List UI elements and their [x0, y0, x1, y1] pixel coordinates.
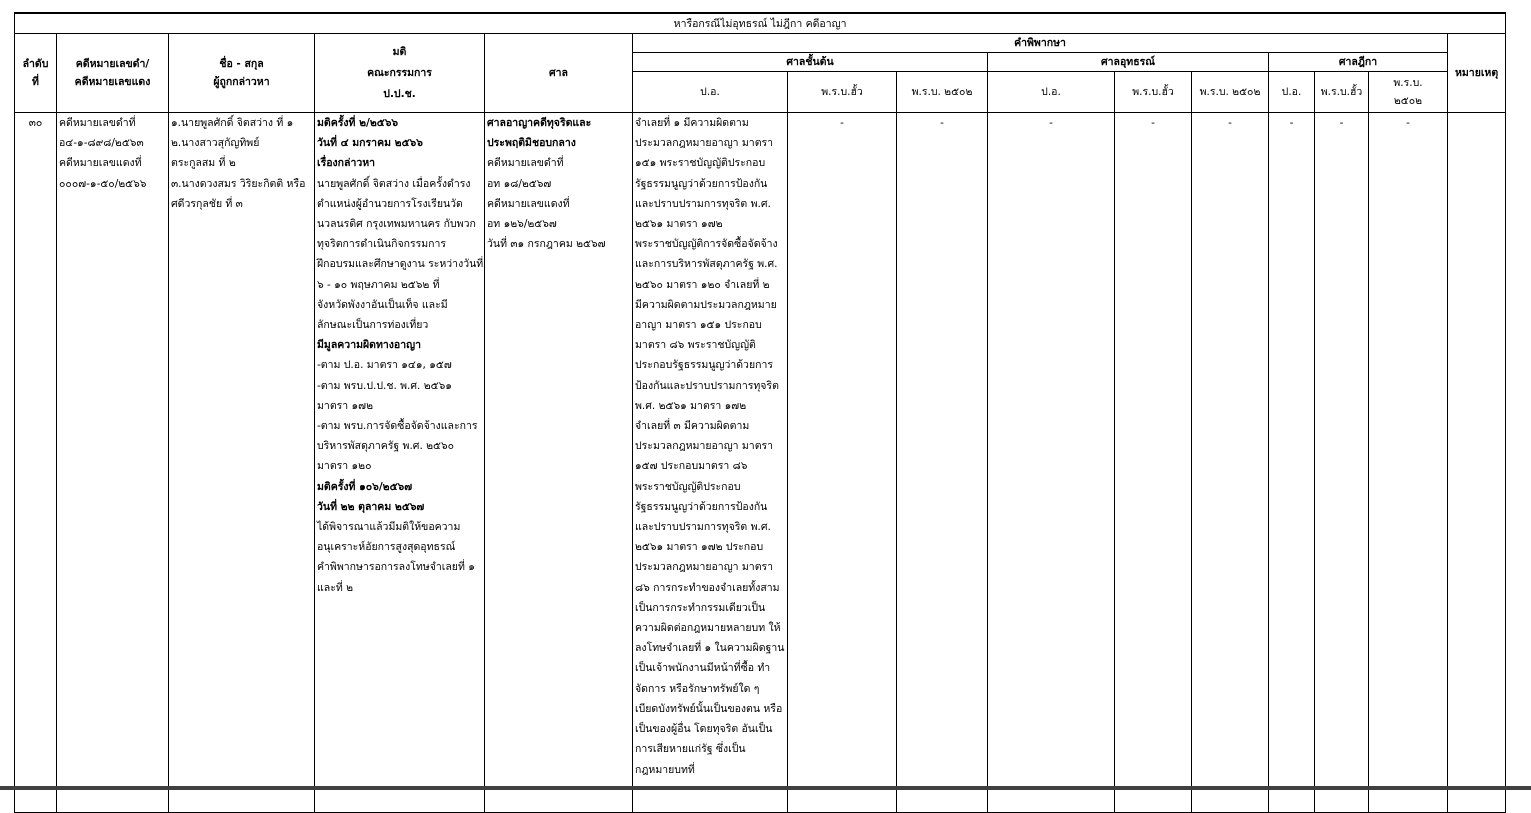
judgment-line: ๒๕๖๑ มาตรา ๑๗๒ — [635, 218, 723, 231]
court-line: วันที่ ๓๑ กรกฎาคม ๒๕๖๗ — [487, 238, 606, 251]
judgment-line: พ.ศ. ๒๕๖๑ มาตรา ๑๗๒ — [635, 399, 747, 412]
judgment-line: เบียดบังทรัพย์นั้นเป็นของตน หรือ — [635, 702, 783, 715]
bottom-border-bar — [0, 786, 1531, 790]
judgment-line: ๒๕๖๐ มาตรา ๑๒๐ จำเลยที่ ๒ — [635, 278, 770, 291]
name-line: ๓.นางดวงสมร วิริยะกิตติ หรือ — [171, 177, 306, 190]
judgment-line: รัฐธรรมนูญว่าด้วยการป้องกัน — [635, 500, 768, 513]
cell-court — [485, 113, 633, 813]
header-name: ชื่อ - สกุล ผู้ถูกกล่าวหา — [169, 34, 315, 113]
resolution-line: ได้พิจารณาแล้วมีมติให้ขอความ — [317, 521, 461, 534]
cell-appeal-prb-2502: - — [1192, 113, 1269, 813]
cell-supreme-po: - — [1269, 113, 1315, 813]
resolution-line: มติครั้งที่ ๑๐๖/๒๕๖๗ — [317, 480, 413, 493]
judgment-line: รัฐธรรมนูญว่าด้วยการป้องกัน — [635, 177, 768, 190]
judgment-line: จำเลยที่ ๑ มีความผิดตาม — [635, 117, 749, 129]
judgment-line: พระราชบัญญัติการจัดซื้อจัดจ้าง — [635, 238, 778, 251]
cell-order: ๓๐ — [15, 113, 57, 813]
case-table — [14, 12, 1506, 813]
judgment-line: ประมวลกฎหมายอาญา มาตรา — [635, 137, 774, 150]
judgment-line: ประกอบรัฐธรรมนูญว่าด้วยการ — [635, 359, 773, 372]
resolution-line: นวลนรดิศ กรุงเทพมหานคร กับพวก — [317, 218, 476, 231]
header-remarks: หมายเหตุ — [1448, 34, 1506, 113]
cell-name — [169, 113, 315, 813]
header-supreme-prb-2502: พ.ร.บ. ๒๕๐๒ — [1369, 72, 1448, 113]
header-appeal-po: ป.อ. — [988, 72, 1115, 113]
resolution-line: วันที่ ๒๒ ตุลาคม ๒๕๖๗ — [317, 500, 425, 513]
name-line: ๑.นายพูลศักดิ์ จิตสว่าง ที่ ๑ — [171, 117, 294, 129]
judgment-line: พระราชบัญญัติประกอบ — [635, 480, 741, 493]
cell-appeal-po: - — [988, 113, 1115, 813]
judgment-line: ประมวลกฎหมายอาญา มาตรา — [635, 440, 774, 453]
judgment-line: และปราบปรามการทุจริต พ.ศ. — [635, 197, 771, 210]
resolution-line: ทุจริตการดำเนินกิจกรรมการ — [317, 238, 447, 251]
judgment-line: เป็นการกระทำกรรมเดียวเป็น — [635, 601, 766, 614]
judgment-line: และการบริหารพัสดุภาครัฐ พ.ศ. — [635, 258, 778, 271]
resolution-line: ฝึกอบรมและศึกษาดูงาน ระหว่างวันที่ — [317, 258, 484, 271]
court-line: อท ๑๘/๒๕๖๗ — [487, 177, 552, 190]
header-judgment: คำพิพากษา — [633, 34, 1448, 53]
resolution-line: -ตาม พรบ.ป.ป.ช. พ.ศ. ๒๕๖๑ — [317, 379, 452, 392]
table-row — [15, 113, 1506, 813]
name-line: ๒.นางสาวสุกัญทิพย์ — [171, 137, 260, 150]
court-line: คดีหมายเลขแดงที่ — [487, 197, 570, 210]
header-resolution: มติ คณะกรรมการ ป.ป.ช. — [315, 34, 485, 113]
judgment-line: และปราบปรามการทุจริต พ.ศ. — [635, 521, 771, 534]
resolution-line: เรื่องกล่าวหา — [317, 157, 376, 170]
judgment-line: ๘๖ การกระทำของจำเลยทั้งสาม — [635, 581, 780, 594]
court-line: ประพฤติมิชอบกลาง — [487, 137, 576, 150]
resolution-line: บริหารพัสดุภาครัฐ พ.ศ. ๒๕๖๐ — [317, 440, 455, 453]
header-first-court: ศาลชั้นต้น — [633, 53, 988, 72]
header-supreme-prb-hua: พ.ร.บ.ฮั้ว — [1315, 72, 1369, 113]
case-line: คดีหมายเลขดำที่ — [59, 117, 136, 129]
judgment-line: ความผิดต่อกฎหมายหลายบท ให้ — [635, 622, 781, 635]
court-line: ศาลอาญาคดีทุจริตและ — [487, 117, 592, 129]
header-appeal-court: ศาลอุทธรณ์ — [988, 53, 1269, 72]
cell-first-po — [633, 113, 788, 813]
header-first-po: ป.อ. — [633, 72, 788, 113]
judgment-line: เป็นเจ้าพนักงานมีหน้าที่ซื้อ ทำ — [635, 662, 771, 675]
judgment-line: เป็นของผู้อื่น โดยทุจริต อันเป็น — [635, 723, 773, 736]
judgment-line: มาตรา ๘๖ พระราชบัญญัติ — [635, 339, 756, 352]
judgment-line: จำเลยที่ ๓ มีความผิดตาม — [635, 420, 750, 433]
resolution-line: มติครั้งที่ ๒/๒๕๖๖ — [317, 117, 399, 129]
header-court: ศาล — [485, 34, 633, 113]
resolution-line: -ตาม พรบ.การจัดซื้อจัดจ้างและการ — [317, 420, 478, 433]
court-line: อท ๑๒๖/๒๕๖๗ — [487, 218, 557, 231]
resolution-line: วันที่ ๔ มกราคม ๒๕๖๖ — [317, 137, 423, 150]
resolution-line: ๖ - ๑๐ พฤษภาคม ๒๕๖๒ ที่ — [317, 278, 440, 291]
court-line: คดีหมายเลขดำที่ — [487, 157, 564, 170]
resolution-line: มีมูลความผิดทางอาญา — [317, 339, 421, 352]
judgment-line: จัดการ หรือรักษาทรัพย์ใด ๆ — [635, 682, 760, 695]
resolution-line: ลักษณะเป็นการท่องเที่ยว — [317, 319, 429, 332]
header-appeal-prb-hua: พ.ร.บ.ฮั้ว — [1115, 72, 1192, 113]
case-line: ๐๐๐๗-๑-๕๐/๒๕๖๖ — [59, 177, 147, 190]
judgment-line: ป้องกันและปราบปรามการทุจริต — [635, 379, 779, 392]
header-appeal-prb-2502: พ.ร.บ. ๒๕๐๒ — [1192, 72, 1269, 113]
cell-supreme-prb-hua: - — [1315, 113, 1369, 813]
judgment-line: อาญา มาตรา ๑๕๑ ประกอบ — [635, 319, 762, 332]
resolution-line: มาตรา ๑๒๐ — [317, 460, 372, 473]
case-line: คดีหมายเลขแดงที่ — [59, 157, 142, 170]
judgment-line: ๒๕๖๑ มาตรา ๑๗๒ ประกอบ — [635, 541, 764, 554]
cell-supreme-prb-2502: - — [1369, 113, 1448, 813]
header-case-numbers: คดีหมายเลขดำ/ คดีหมายเลขแดง — [57, 34, 169, 113]
name-line: ตระกูลสม ที่ ๒ — [171, 157, 236, 170]
resolution-line: มาตรา ๑๗๒ — [317, 399, 373, 412]
name-line: ศดีวรกุลชัย ที่ ๓ — [171, 197, 243, 210]
header-order: ลำดับ ที่ — [15, 34, 57, 113]
judgment-line: ๑๕๗ ประกอบมาตรา ๘๖ — [635, 460, 748, 473]
cell-remarks — [1448, 113, 1506, 813]
cell-case-numbers — [57, 113, 169, 813]
header-supreme-po: ป.อ. — [1269, 72, 1315, 113]
judgment-line: มีความผิดตามประมวลกฎหมาย — [635, 298, 777, 311]
header-first-prb-hua: พ.ร.บ.ฮั้ว — [788, 72, 897, 113]
resolution-line: ตำแหน่งผู้อำนวยการโรงเรียนวัด — [317, 197, 463, 210]
cell-resolution — [315, 113, 485, 813]
case-line: อ๔-๑-๘๙๘/๒๕๖๓ — [59, 137, 144, 150]
cell-first-prb-2502: - — [897, 113, 988, 813]
cell-first-prb-hua: - — [788, 113, 897, 813]
header-first-prb-2502: พ.ร.บ. ๒๕๐๒ — [897, 72, 988, 113]
resolution-line: และที่ ๒ — [317, 581, 354, 594]
cell-appeal-prb-hua: - — [1115, 113, 1192, 813]
judgment-line: ๑๕๑ พระราชบัญญัติประกอบ — [635, 157, 766, 170]
judgment-line: กฎหมายบทที่ — [635, 763, 695, 776]
header-supreme-court: ศาลฎีกา — [1269, 53, 1448, 72]
resolution-line: จังหวัดพังงาอันเป็นเท็จ และมี — [317, 298, 448, 311]
resolution-line: คำพิพากษารอการลงโทษจำเลยที่ ๑ — [317, 561, 475, 574]
resolution-line: นายพูลศักดิ์ จิตสว่าง เมื่อครั้งดำรง — [317, 177, 471, 190]
table-title: หารือกรณีไม่อุทธรณ์ ไม่ฎีกา คดีอาญา — [15, 13, 1506, 34]
judgment-line: การเสียหายแก่รัฐ ซึ่งเป็น — [635, 743, 746, 756]
resolution-line: อนุเคราะห์อัยการสูงสุดอุทธรณ์ — [317, 541, 456, 554]
resolution-line: -ตาม ป.อ. มาตรา ๑๔๑, ๑๕๗ — [317, 359, 452, 372]
judgment-line: ประมวลกฎหมายอาญา มาตรา — [635, 561, 774, 574]
judgment-line: ลงโทษจำเลยที่ ๑ ในความผิดฐาน — [635, 642, 785, 655]
